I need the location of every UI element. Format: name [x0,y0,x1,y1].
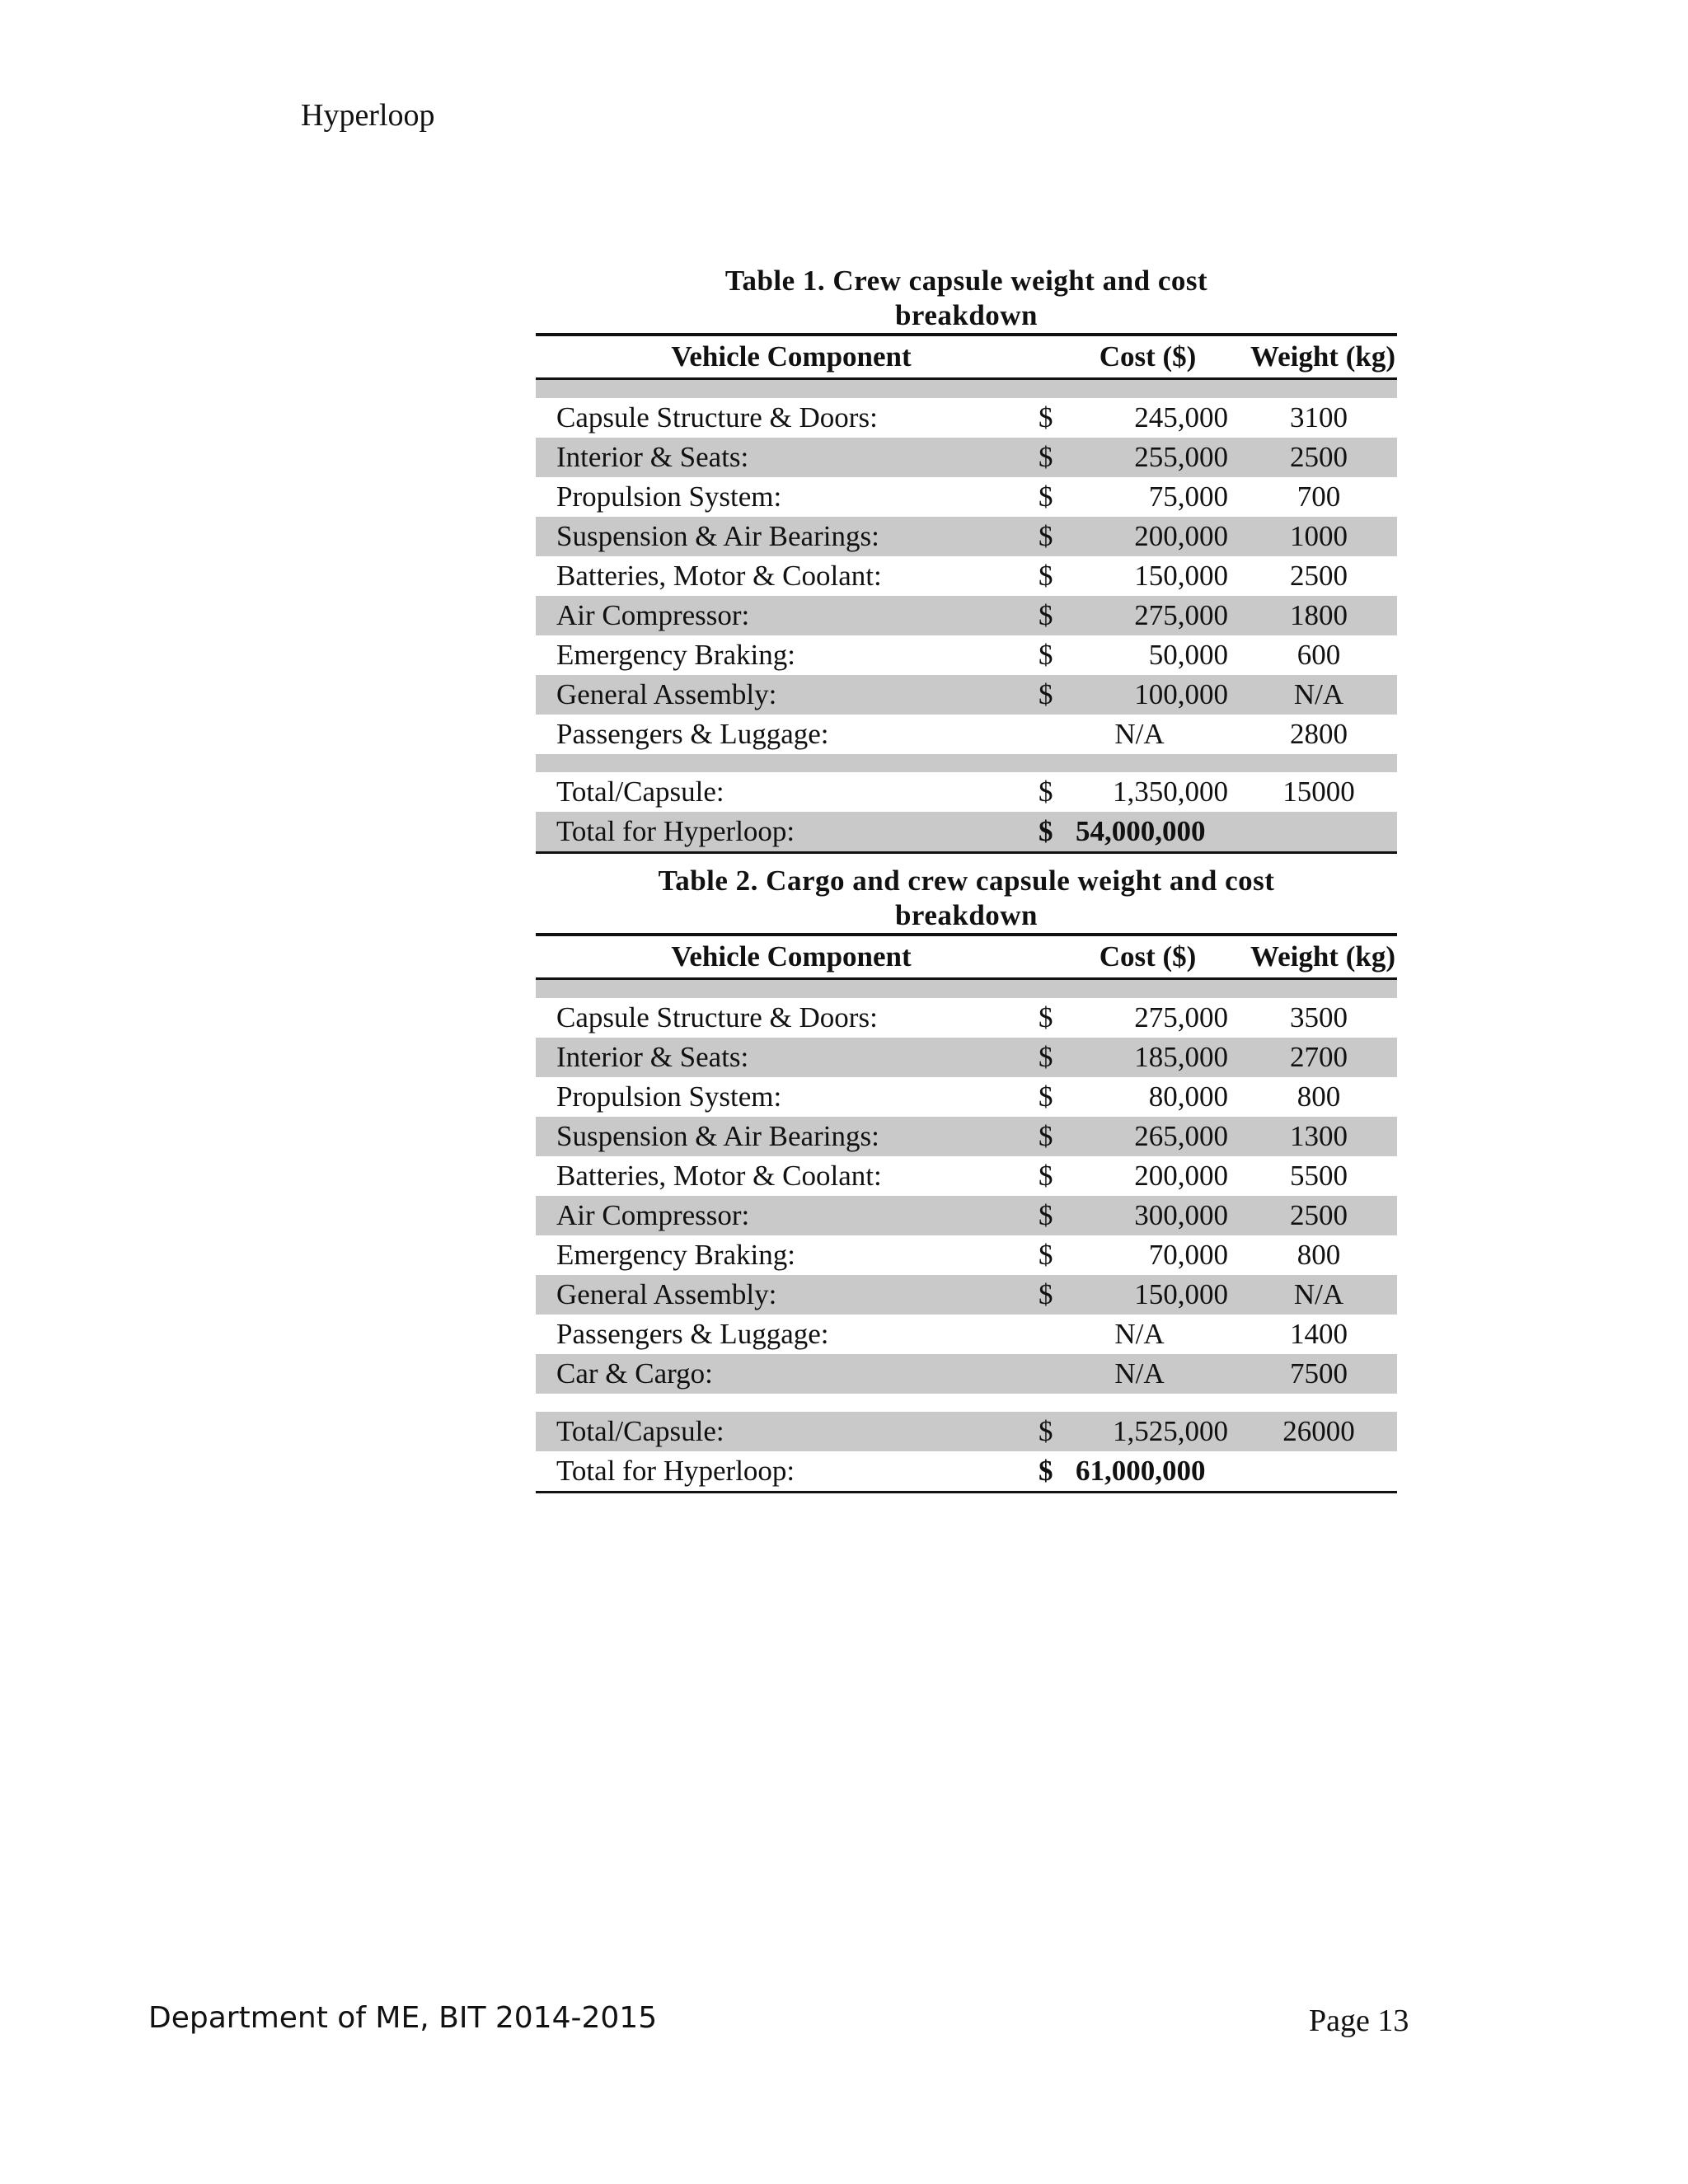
weight-cell: 700 [1296,480,1341,513]
table-row [536,477,1397,517]
total-capsule-row [536,1412,1397,1451]
dollar-cell: $ [1039,1160,1053,1192]
running-header: Hyperloop [301,98,435,133]
table-2-caption [637,864,1296,933]
weight-cell: 2800 [1290,718,1348,750]
total-capsule-weight: 15000 [1282,776,1355,808]
table-2-spacer-row [536,980,1397,998]
cost-cell: N/A [1114,718,1165,750]
weight-cell: 1300 [1290,1120,1348,1152]
column-header-weight: Weight (kg) [1250,940,1395,972]
cost-cell: 275,000 [1134,1001,1228,1033]
cost-cell: 75,000 [1148,480,1228,513]
table-1 [536,264,1397,854]
component-cell: Capsule Structure & Doors: [556,401,878,434]
table-2-caption-line1: Table 2. Cargo and crew capsule weight and cost [658,865,1275,897]
component-cell: General Assembly: [556,678,777,710]
dollar-cell: $ [1039,815,1053,847]
total-hyperloop-label: Total for Hyperloop: [556,815,795,847]
weight-cell: 1800 [1290,599,1348,631]
component-cell: Air Compressor: [556,1199,750,1231]
weight-cell: 3100 [1290,401,1348,434]
component-cell: Propulsion System: [556,1080,782,1113]
cost-cell: 185,000 [1134,1041,1228,1073]
dollar-cell: $ [1039,480,1053,513]
table-row [536,1275,1397,1315]
cost-cell: 245,000 [1134,401,1228,434]
cost-cell: 100,000 [1134,678,1228,710]
cost-cell: 80,000 [1148,1080,1228,1113]
dollar-cell: $ [1039,1041,1053,1073]
weight-cell: 1400 [1290,1318,1348,1350]
table-2 [536,864,1397,1493]
footer-department: Department of ME, BIT 2014-2015 [148,2001,658,2035]
column-header-weight: Weight (kg) [1250,340,1395,373]
table-row [536,1117,1397,1156]
dollar-cell: $ [1039,639,1053,671]
component-cell: Suspension & Air Bearings: [556,1120,879,1152]
weight-cell: 5500 [1290,1160,1348,1192]
component-cell: Air Compressor: [556,599,750,631]
table-row [536,1354,1397,1394]
component-cell: General Assembly: [556,1278,777,1310]
column-header-component: Vehicle Component [671,340,912,373]
table-2-spacer-row [536,1394,1397,1412]
table-row [536,1156,1397,1196]
weight-cell: 2700 [1290,1041,1348,1073]
component-cell: Emergency Braking: [556,639,795,671]
table-1-header-row [536,333,1397,380]
cost-cell: N/A [1114,1318,1165,1350]
dollar-cell: $ [1039,520,1053,552]
cost-cell: 275,000 [1134,599,1228,631]
table-1-caption-line1: Table 1. Crew capsule weight and cost [724,265,1208,297]
total-capsule-row [536,772,1397,812]
dollar-cell: $ [1039,560,1053,592]
component-cell: Emergency Braking: [556,1239,795,1271]
total-capsule-cost: 1,525,000 [1113,1415,1228,1447]
weight-cell: 2500 [1290,441,1348,473]
column-header-component: Vehicle Component [671,940,912,972]
dollar-cell: $ [1039,1080,1053,1113]
table-row [536,596,1397,635]
cost-cell: 50,000 [1148,639,1228,671]
weight-cell: 2500 [1290,1199,1348,1231]
weight-cell: 800 [1296,1080,1341,1113]
cost-cell: 150,000 [1134,1278,1228,1310]
weight-cell: N/A [1293,1278,1344,1310]
component-cell: Passengers & Luggage: [556,1318,829,1350]
component-cell: Suspension & Air Bearings: [556,520,879,552]
table-row [536,1038,1397,1077]
table-row [536,398,1397,438]
weight-cell: 1000 [1290,520,1348,552]
table-1-spacer-row [536,380,1397,398]
table-row [536,1235,1397,1275]
cost-cell: 200,000 [1134,1160,1228,1192]
dollar-cell: $ [1039,776,1053,808]
dollar-cell: $ [1039,1239,1053,1271]
table-1-spacer-row [536,754,1397,772]
total-hyperloop-label: Total for Hyperloop: [556,1455,795,1487]
cost-cell: 265,000 [1134,1120,1228,1152]
dollar-cell: $ [1039,1278,1053,1310]
table-row [536,438,1397,477]
dollar-cell: $ [1039,441,1053,473]
total-capsule-cost: 1,350,000 [1113,776,1228,808]
total-hyperloop-row [536,812,1397,854]
table-row [536,556,1397,596]
weight-cell: 600 [1296,639,1341,671]
cost-cell: 300,000 [1134,1199,1228,1231]
dollar-cell: $ [1039,1415,1053,1447]
table-row [536,715,1397,754]
weight-cell: 7500 [1290,1357,1348,1390]
table-row [536,998,1397,1038]
column-header-cost: Cost ($) [1099,340,1197,373]
dollar-cell: $ [1039,401,1053,434]
component-cell: Passengers & Luggage: [556,718,829,750]
dollar-cell: $ [1039,1455,1053,1487]
cost-cell: 150,000 [1134,560,1228,592]
component-cell: Interior & Seats: [556,1041,749,1073]
table-2-caption-line2: breakdown [894,899,1039,931]
component-cell: Propulsion System: [556,480,782,513]
weight-cell: N/A [1293,678,1344,710]
cost-cell: 255,000 [1134,441,1228,473]
table-row [536,1077,1397,1117]
total-capsule-label: Total/Capsule: [556,1415,724,1447]
table-1-caption [678,264,1255,333]
component-cell: Car & Cargo: [556,1357,713,1390]
table-row [536,675,1397,715]
cost-cell: 70,000 [1148,1239,1228,1271]
total-capsule-label: Total/Capsule: [556,776,724,808]
component-cell: Capsule Structure & Doors: [556,1001,878,1033]
column-header-cost: Cost ($) [1099,940,1197,972]
table-2-header-row [536,933,1397,980]
dollar-cell: $ [1039,1001,1053,1033]
total-capsule-weight: 26000 [1282,1415,1355,1447]
weight-cell: 2500 [1290,560,1348,592]
dollar-cell: $ [1039,599,1053,631]
total-hyperloop-row [536,1451,1397,1493]
cost-cell: N/A [1114,1357,1165,1390]
dollar-cell: $ [1039,1120,1053,1152]
weight-cell: 3500 [1290,1001,1348,1033]
table-row [536,1315,1397,1354]
component-cell: Batteries, Motor & Coolant: [556,1160,882,1192]
table-row [536,517,1397,556]
table-1-caption-line2: breakdown [894,299,1039,331]
table-row [536,1196,1397,1235]
total-hyperloop-cost: 61,000,000 [1076,1455,1206,1487]
component-cell: Batteries, Motor & Coolant: [556,560,882,592]
cost-cell: 200,000 [1134,520,1228,552]
dollar-cell: $ [1039,1199,1053,1231]
dollar-cell: $ [1039,678,1053,710]
weight-cell: 800 [1296,1239,1341,1271]
table-row [536,635,1397,675]
footer-page-number: Page 13 [1309,2004,1409,2038]
total-hyperloop-cost: 54,000,000 [1076,815,1206,847]
component-cell: Interior & Seats: [556,441,749,473]
